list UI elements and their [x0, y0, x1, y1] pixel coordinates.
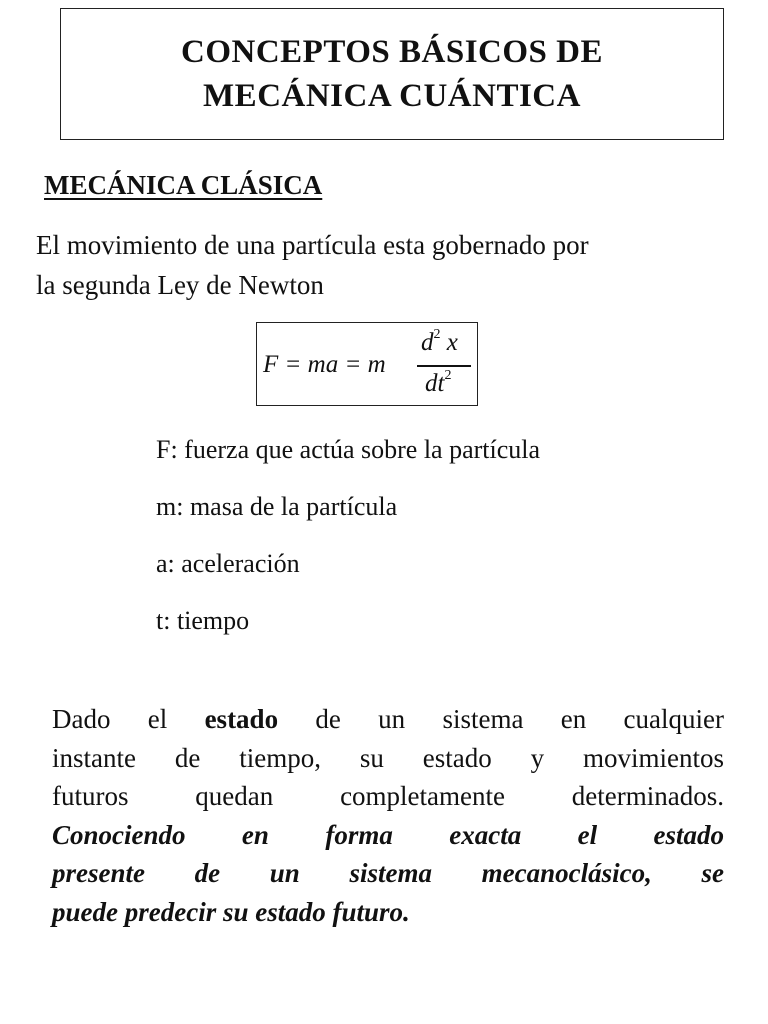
intro-line-1: El movimiento de una partícula esta gobernado por: [36, 230, 589, 260]
title-box: [60, 8, 724, 140]
paragraph-line-1: [52, 700, 724, 739]
title-line-2: MECÁNICA CUÁNTICA: [203, 78, 581, 114]
newton-formula: [256, 322, 478, 406]
paragraph-line-6: puede predecir su estado futuro.: [52, 896, 410, 927]
numerator-variable: x: [440, 329, 458, 356]
paragraph-line-2: instante de tiempo, su estado y movimientos: [52, 742, 724, 773]
section-heading: MECÁNICA CLÁSICA: [44, 170, 323, 200]
paragraph-bold-term: estado: [204, 704, 279, 734]
paragraph-text: de un sistema en cualquier: [278, 704, 724, 734]
definition-item: a: aceleración: [156, 549, 300, 578]
paragraph-line-3: futuros quedan completamente determinados.: [52, 781, 724, 811]
paragraph-text: Dado el: [52, 704, 205, 734]
paragraph-line-4: Conociendo en forma exacta el estado: [52, 819, 724, 850]
intro-text: [36, 225, 589, 305]
intro-line-2: la segunda Ley de Newton: [36, 270, 324, 300]
definition-item: m: masa de la partícula: [156, 492, 398, 521]
formula-lhs: F = ma = m: [263, 351, 386, 378]
definition-item: F: fuerza que actúa sobre la partícula: [156, 435, 541, 464]
denominator-exponent: 2: [444, 368, 452, 383]
definitions-list: [156, 430, 540, 658]
numerator-exponent: 2: [433, 327, 441, 342]
numerator-base: d: [421, 329, 434, 356]
paragraph-line-5: presente de un sistema mecanoclásico, se: [52, 858, 724, 888]
title-line-1: CONCEPTOS BÁSICOS DE: [180, 34, 603, 70]
denominator-base: dt: [425, 370, 445, 397]
conclusion-paragraph: [52, 700, 724, 931]
definition-item: t: tiempo: [156, 606, 250, 635]
formula-numerator: [421, 327, 458, 357]
fraction-bar: [417, 365, 471, 367]
formula-denominator: [425, 368, 451, 398]
